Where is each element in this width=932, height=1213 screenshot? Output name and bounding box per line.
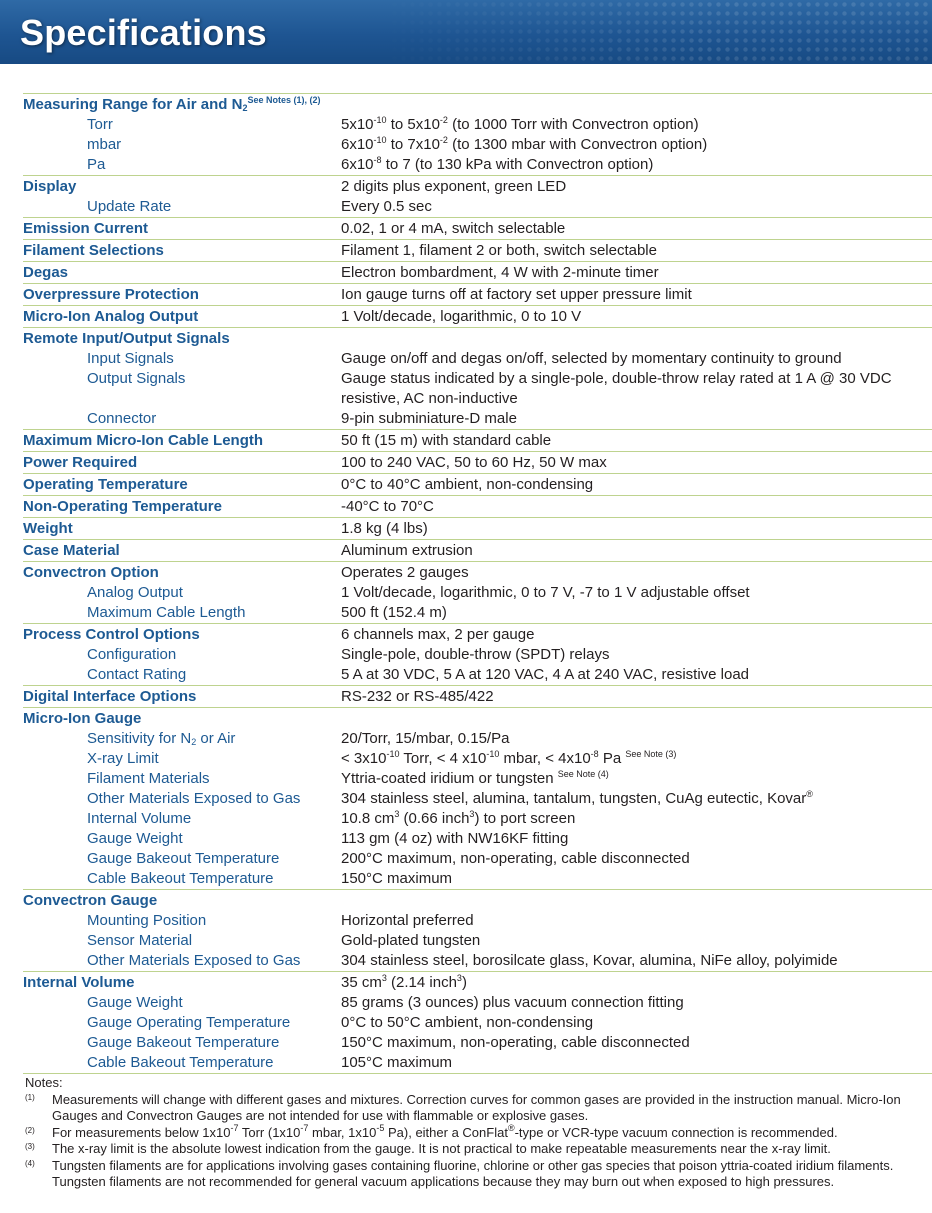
text-part: to 5x10 xyxy=(386,116,440,133)
spec-sub-row xyxy=(23,849,932,869)
spec-label xyxy=(23,155,341,175)
spec-label-text: Input Signals xyxy=(87,350,174,367)
spec-value: Aluminum extrusion xyxy=(341,542,473,559)
spec-label xyxy=(23,583,341,603)
spec-row xyxy=(23,261,932,283)
note-text xyxy=(52,1158,925,1191)
spec-label-text: Connector xyxy=(87,410,157,427)
spec-value: 105°C maximum xyxy=(341,1054,453,1071)
note-text xyxy=(52,1122,925,1142)
text-part: Measurements will change with different gases and mixtures. Correction curves for common gases are provided in the instruction manual. Micro-Ion Gauges and Convectron Gauges are not intended for use with flammable or explosive gases. xyxy=(52,1091,901,1123)
sup-part: -7 xyxy=(300,1122,309,1133)
spec-label xyxy=(23,993,341,1013)
spec-sub-row xyxy=(23,349,932,369)
spec-label-text: Weight xyxy=(23,520,73,537)
sup-part: -5 xyxy=(376,1122,385,1133)
sup-part: -10 xyxy=(486,749,500,759)
spec-value: Gold-plated tungsten xyxy=(341,932,481,949)
text-part: Pa xyxy=(598,750,626,767)
spec-label-text: Digital Interface Options xyxy=(23,688,197,705)
spec-label xyxy=(23,665,341,685)
spec-sub-row xyxy=(23,583,932,603)
note-item xyxy=(25,1141,925,1158)
sup-part: -8 xyxy=(373,155,382,165)
text-part: mbar, < 4x10 xyxy=(499,750,591,767)
spec-value: 1.8 kg (4 lbs) xyxy=(341,520,428,537)
spec-value: 50 ft (15 m) with standard cable xyxy=(341,432,552,449)
spec-sub-row xyxy=(23,789,932,809)
spec-label xyxy=(23,603,341,623)
spec-label-text: Convectron Gauge xyxy=(23,892,158,909)
note-item xyxy=(25,1158,925,1191)
spec-label-text: Degas xyxy=(23,264,69,281)
spec-sub-row xyxy=(23,409,932,429)
spec-value xyxy=(341,155,932,175)
spec-label xyxy=(23,453,341,473)
spec-value: 304 stainless steel, borosilcate glass, Kovar, alumina, NiFe alloy, polyimide xyxy=(341,952,838,969)
spec-label-text: Pa xyxy=(87,156,106,173)
spec-label-text: Internal Volume xyxy=(23,974,135,991)
sup-part: -2 xyxy=(439,115,448,125)
spec-value xyxy=(341,769,932,789)
spec-value: Gauge on/off and degas on/off, selected by momentary continuity to ground xyxy=(341,350,842,367)
spec-value: 1 Volt/decade, logarithmic, 0 to 10 V xyxy=(341,308,582,325)
spec-sub-row xyxy=(23,931,932,951)
spec-value: -40°C to 70°C xyxy=(341,498,434,515)
sup-part: -8 xyxy=(590,749,599,759)
spec-label xyxy=(23,729,341,749)
spec-row xyxy=(23,305,932,327)
spec-label xyxy=(23,931,341,951)
spec-value: 150°C maximum, non-operating, cable disconnected xyxy=(341,1034,690,1051)
spec-value: 85 grams (3 ounces) plus vacuum connection fitting xyxy=(341,994,684,1011)
spec-row xyxy=(23,451,932,473)
text-part: 5x10 xyxy=(341,116,374,133)
spec-label-subscript: 2 xyxy=(242,103,248,113)
spec-label xyxy=(23,263,341,283)
note-number: (3) xyxy=(25,1142,35,1151)
spec-value: Electron bombardment, 4 W with 2-minute timer xyxy=(341,264,659,281)
spec-row xyxy=(23,283,932,305)
spec-label-text: Gauge Bakeout Temperature xyxy=(87,850,280,867)
spec-label-text: Contact Rating xyxy=(87,666,187,683)
spec-label xyxy=(23,475,341,495)
spec-value xyxy=(341,973,932,993)
sup-part: -10 xyxy=(386,749,400,759)
spec-label-text: Measuring Range for Air and N xyxy=(23,96,243,113)
note-number: (2) xyxy=(25,1125,35,1135)
spec-label xyxy=(23,789,341,809)
spec-row xyxy=(23,889,932,911)
spec-label-text: Sensor Material xyxy=(87,932,193,949)
spec-row xyxy=(23,473,932,495)
spec-sub-row xyxy=(23,809,932,829)
spec-label xyxy=(23,219,341,239)
spec-label xyxy=(23,431,341,451)
spec-value: 0.02, 1 or 4 mA, switch selectable xyxy=(341,220,566,237)
spec-label-text: mbar xyxy=(87,136,122,153)
spec-value: 1 Volt/decade, logarithmic, 0 to 7 V, -7 to 1 V adjustable offset xyxy=(341,584,750,601)
sup-part: See Note (3) xyxy=(625,749,677,759)
spec-label xyxy=(23,829,341,849)
spec-row xyxy=(23,495,932,517)
text-part: ) to port screen xyxy=(474,810,576,827)
spec-label xyxy=(23,115,341,135)
spec-value: Ion gauge turns off at factory set upper pressure limit xyxy=(341,286,692,303)
spec-label-text: Remote Input/Output Signals xyxy=(23,330,230,347)
spec-label xyxy=(23,809,341,829)
spec-label-text: Sensitivity for N xyxy=(87,730,192,747)
spec-label xyxy=(23,625,341,645)
spec-label-text: Process Control Options xyxy=(23,626,200,643)
spec-label xyxy=(23,973,341,993)
spec-label xyxy=(23,135,341,155)
note-item xyxy=(25,1122,925,1142)
sup-part: 3 xyxy=(394,809,400,819)
spec-label-text: Display xyxy=(23,178,77,195)
sup-part: 3 xyxy=(469,809,475,819)
text-part: -type or VCR-type vacuum connection is recommended. xyxy=(514,1124,838,1140)
spec-row xyxy=(23,517,932,539)
spec-label-text: Maximum Micro-Ion Cable Length xyxy=(23,432,264,449)
text-part: to 7 (to 130 kPa with Convectron option) xyxy=(381,156,654,173)
spec-label-text: Filament Materials xyxy=(87,770,210,787)
spec-label xyxy=(23,241,341,261)
spec-sub-row xyxy=(23,729,932,749)
spec-value: 9-pin subminiature-D male xyxy=(341,410,517,427)
sup-part: -10 xyxy=(373,115,387,125)
spec-label xyxy=(23,369,341,389)
spec-row xyxy=(23,217,932,239)
spec-label-text: Internal Volume xyxy=(87,810,192,827)
spec-sub-row xyxy=(23,603,932,623)
spec-value: Every 0.5 sec xyxy=(341,198,432,215)
spec-row xyxy=(23,623,932,645)
text-part: < 3x10 xyxy=(341,750,387,767)
spec-label xyxy=(23,1053,341,1073)
spec-label-text: Torr xyxy=(87,116,113,133)
text-part: The x-ray limit is the absolute lowest indication from the gauge. It is not practical to make repeatable measurements near the x-ray limit. xyxy=(52,1141,831,1156)
spec-sub-row xyxy=(23,197,932,217)
text-part: Tungsten filaments are for applications involving gases containing fluorine, chlorine or other gas species that poison yttria-coated iridium filaments. Tungsten filaments are not recommended for general vacuum applications because they may burn out when exposed to high pressures. xyxy=(52,1157,894,1189)
spec-sub-row xyxy=(23,665,932,685)
spec-label-text: Non-Operating Temperature xyxy=(23,498,222,515)
spec-value: 6 channels max, 2 per gauge xyxy=(341,626,535,643)
spec-value: RS-232 or RS-485/422 xyxy=(341,688,494,705)
notes-section xyxy=(25,1075,925,1191)
spec-value: 100 to 240 VAC, 50 to 60 Hz, 50 W max xyxy=(341,454,607,471)
spec-value: 113 gm (4 oz) with NW16KF fitting xyxy=(341,830,569,847)
spec-sub-row xyxy=(23,911,932,931)
spec-label xyxy=(23,409,341,429)
note-number: (4) xyxy=(25,1158,35,1168)
spec-label-text: Micro-Ion Gauge xyxy=(23,710,142,727)
spec-value: Single-pole, double-throw (SPDT) relays xyxy=(341,646,610,663)
spec-row xyxy=(23,971,932,993)
sup-part: See Note (4) xyxy=(557,769,609,779)
spec-row xyxy=(23,93,932,115)
note-text xyxy=(52,1141,925,1158)
spec-label xyxy=(23,329,341,349)
spec-label xyxy=(23,891,341,911)
spec-label xyxy=(23,177,341,197)
text-part: 6x10 xyxy=(341,136,374,153)
spec-label-text: Update Rate xyxy=(87,198,172,215)
sup-part: 3 xyxy=(456,973,462,983)
spec-label xyxy=(23,497,341,517)
spec-sub-row xyxy=(23,769,932,789)
text-part: 10.8 cm xyxy=(341,810,395,827)
spec-label xyxy=(23,349,341,369)
spec-sub-row xyxy=(23,829,932,849)
spec-label xyxy=(23,709,341,729)
spec-value: 500 ft (152.4 m) xyxy=(341,604,447,621)
spec-label xyxy=(23,869,341,889)
spec-label xyxy=(23,911,341,931)
spec-value xyxy=(341,115,932,135)
text-part: Torr (1x10 xyxy=(238,1124,301,1140)
spec-row xyxy=(23,539,932,561)
spec-label xyxy=(23,285,341,305)
spec-label xyxy=(23,769,341,789)
spec-row xyxy=(23,239,932,261)
spec-value: 0°C to 50°C ambient, non-condensing xyxy=(341,1014,594,1031)
spec-label-text: Power Required xyxy=(23,454,138,471)
note-number: (1) xyxy=(25,1092,35,1102)
spec-label-text: Operating Temperature xyxy=(23,476,188,493)
spec-label-text: Other Materials Exposed to Gas xyxy=(87,790,301,807)
spec-table xyxy=(23,93,932,1074)
spec-label-text: Convectron Option xyxy=(23,564,159,581)
spec-row xyxy=(23,175,932,197)
spec-value xyxy=(341,135,932,155)
text-part: (to 1300 mbar with Convectron option) xyxy=(447,136,708,153)
spec-label-text: Configuration xyxy=(87,646,177,663)
spec-label xyxy=(23,951,341,971)
table-bottom-rule xyxy=(23,1073,932,1074)
spec-label-text: Overpressure Protection xyxy=(23,286,199,303)
banner-dot-pattern xyxy=(372,0,932,64)
spec-label xyxy=(23,307,341,327)
note-item xyxy=(25,1092,925,1125)
spec-sub-row xyxy=(23,749,932,769)
text-part: Pa), either a ConFlat xyxy=(384,1124,508,1140)
spec-sub-row xyxy=(23,993,932,1013)
spec-value xyxy=(341,809,932,829)
spec-label-text: Analog Output xyxy=(87,584,183,601)
spec-row xyxy=(23,685,932,707)
spec-label-text: Maximum Cable Length xyxy=(87,604,246,621)
spec-label xyxy=(23,645,341,665)
spec-sub-row xyxy=(23,1033,932,1053)
spec-value: Gauge status indicated by a single-pole, double-throw relay rated at 1 A @ 30 VDC resistive, AC non-inductive xyxy=(341,370,892,407)
spec-value: 5 A at 30 VDC, 5 A at 120 VAC, 4 A at 240 VAC, resistive load xyxy=(341,666,750,683)
text-part: ) xyxy=(461,974,467,991)
spec-label xyxy=(23,563,341,583)
spec-label-suffix: or Air xyxy=(196,730,236,747)
spec-value: 0°C to 40°C ambient, non-condensing xyxy=(341,476,594,493)
text-part: 6x10 xyxy=(341,156,374,173)
spec-label-text: Mounting Position xyxy=(87,912,207,929)
sup-part: 3 xyxy=(381,973,387,983)
spec-sub-row xyxy=(23,115,932,135)
spec-label xyxy=(23,541,341,561)
spec-row xyxy=(23,561,932,583)
text-part: (2.14 inch xyxy=(386,974,457,991)
spec-label-text: Output Signals xyxy=(87,370,186,387)
header-banner xyxy=(0,0,932,64)
spec-value: Operates 2 gauges xyxy=(341,564,469,581)
spec-label xyxy=(23,687,341,707)
spec-value: 2 digits plus exponent, green LED xyxy=(341,178,567,195)
spec-label-text: Micro-Ion Analog Output xyxy=(23,308,199,325)
text-part: For measurements below 1x10 xyxy=(52,1124,231,1140)
spec-row xyxy=(23,429,932,451)
spec-value xyxy=(341,789,932,809)
spec-label-text: Cable Bakeout Temperature xyxy=(87,870,274,887)
spec-label xyxy=(23,749,341,769)
sup-part: -7 xyxy=(230,1122,239,1133)
spec-value: 20/Torr, 15/mbar, 0.15/Pa xyxy=(341,730,510,747)
spec-label-note-ref: See Notes (1), (2) xyxy=(247,95,321,105)
text-part: (0.66 inch xyxy=(399,810,470,827)
text-part: to 7x10 xyxy=(386,136,440,153)
spec-sub-row xyxy=(23,951,932,971)
sup-part: ® xyxy=(507,1122,515,1133)
text-part: 304 stainless steel, alumina, tantalum, tungsten, CuAg eutectic, Kovar xyxy=(341,790,807,807)
spec-label xyxy=(23,197,341,217)
sup-part: -10 xyxy=(373,135,387,145)
spec-value: 200°C maximum, non-operating, cable disconnected xyxy=(341,850,690,867)
spec-sub-row xyxy=(23,1053,932,1073)
spec-value: 150°C maximum xyxy=(341,870,453,887)
sup-part: -2 xyxy=(439,135,448,145)
spec-value: Horizontal preferred xyxy=(341,912,474,929)
spec-label-text: Gauge Weight xyxy=(87,830,183,847)
spec-row xyxy=(23,327,932,349)
spec-label xyxy=(23,1033,341,1053)
notes-list xyxy=(25,1092,925,1191)
spec-label-text: Gauge Bakeout Temperature xyxy=(87,1034,280,1051)
spec-value xyxy=(341,749,932,769)
note-text xyxy=(52,1092,925,1125)
spec-label xyxy=(23,849,341,869)
spec-label xyxy=(23,95,341,115)
text-part: mbar, 1x10 xyxy=(308,1124,377,1140)
text-part: (to 1000 Torr with Convectron option) xyxy=(447,116,699,133)
spec-label-text: Emission Current xyxy=(23,220,149,237)
spec-sub-row xyxy=(23,645,932,665)
notes-heading: Notes: xyxy=(25,1075,63,1090)
spec-row xyxy=(23,707,932,729)
spec-sub-row xyxy=(23,155,932,175)
spec-label-text: Other Materials Exposed to Gas xyxy=(87,952,301,969)
spec-label-text: Gauge Weight xyxy=(87,994,183,1011)
text-part: 35 cm xyxy=(341,974,382,991)
spec-label-text: Gauge Operating Temperature xyxy=(87,1014,291,1031)
text-part: Torr, < 4 x10 xyxy=(399,750,487,767)
spec-label-subscript: 2 xyxy=(191,737,197,747)
spec-label xyxy=(23,1013,341,1033)
spec-sub-row xyxy=(23,869,932,889)
spec-value: Filament 1, filament 2 or both, switch selectable xyxy=(341,242,657,259)
page-title: Specifications xyxy=(20,12,267,53)
spec-sub-row xyxy=(23,135,932,155)
spec-label-text: X-ray Limit xyxy=(87,750,159,767)
sup-part: ® xyxy=(806,789,813,799)
spec-sub-row xyxy=(23,1013,932,1033)
spec-label xyxy=(23,519,341,539)
spec-label-text: Cable Bakeout Temperature xyxy=(87,1054,274,1071)
spec-sub-row xyxy=(23,369,932,409)
spec-label-text: Case Material xyxy=(23,542,120,559)
text-part: Yttria-coated iridium or tungsten xyxy=(341,770,558,787)
spec-label-text: Filament Selections xyxy=(23,242,164,259)
